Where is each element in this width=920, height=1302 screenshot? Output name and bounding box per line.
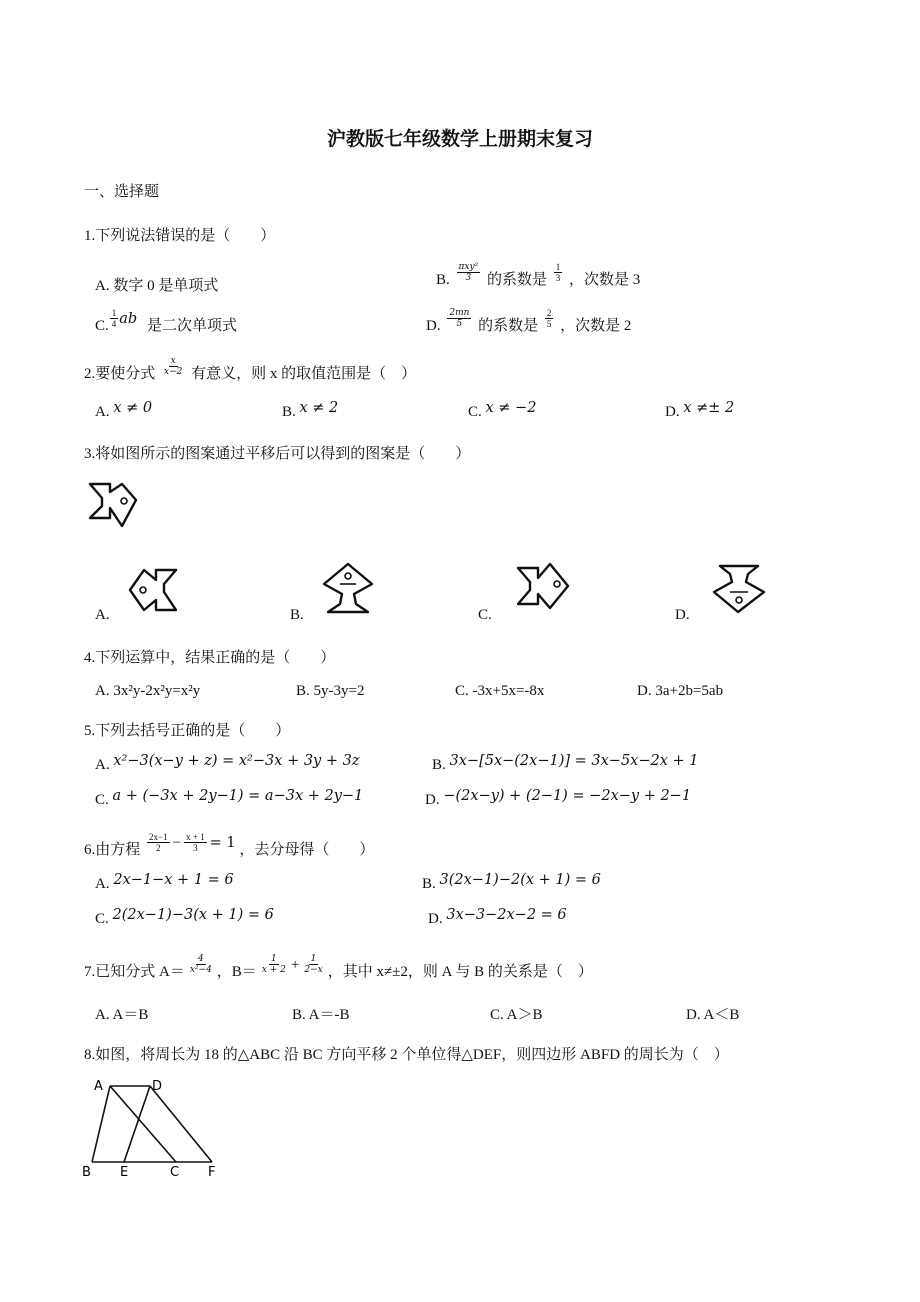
q2-stem-prefix: 2.要使分式 xyxy=(84,366,156,382)
q1-c-den: 4 xyxy=(111,319,117,330)
q6-option-a xyxy=(95,872,234,893)
q5-a-math: x²−3(x−y + z) = x²−3x + 3y + 3z xyxy=(113,753,360,769)
q6-fraction-1 xyxy=(147,832,170,854)
q8-label-a: A xyxy=(94,1079,103,1094)
q6-a-math: 2x−1−x + 1 = 6 xyxy=(113,872,234,888)
q6-d1: 2 xyxy=(156,843,161,854)
q1-b-denominator: 3 xyxy=(465,273,472,284)
q5-option-d xyxy=(425,788,692,809)
q1-d-den: 5 xyxy=(456,319,463,330)
q3-fish-option-d xyxy=(710,562,768,616)
q5-a-label: A. xyxy=(95,757,110,773)
q8-label-e: E xyxy=(120,1165,129,1180)
q1-c-num: 1 xyxy=(111,307,117,318)
q6-d-math: 3x−3−2x−2 = 6 xyxy=(446,907,567,923)
q8-label-c: C xyxy=(170,1165,180,1180)
q1-option-d xyxy=(426,307,632,337)
q8-label-f: F xyxy=(208,1165,216,1180)
q3-fish-option-c xyxy=(514,560,572,614)
q7-b1-den: x + 2 xyxy=(261,965,286,976)
q3-option-c-label: C. xyxy=(478,607,492,623)
q7-a-num: 4 xyxy=(197,953,204,964)
q5-option-c xyxy=(95,788,364,809)
q8-stem: 8.如图，将周长为 18 的△ABC 沿 BC 方向平移 2 个单位得△DEF，则四边形 ABFD 的周长为（ ） xyxy=(84,1047,729,1063)
q1-option-c xyxy=(95,307,237,337)
q6-d2: 3 xyxy=(193,843,198,854)
q3-option-b-label: B. xyxy=(290,607,304,623)
section-heading: 一、选择题 xyxy=(84,184,160,200)
q3-fish-option-a xyxy=(126,566,180,614)
q7-stem xyxy=(84,953,593,983)
q2-option-c xyxy=(468,400,537,421)
q1-d-coef xyxy=(545,308,554,330)
q3-fish-figure-original xyxy=(84,478,144,530)
q1-c-label: C. xyxy=(95,318,109,334)
q1-stem: 1.下列说法错误的是（ ） xyxy=(84,228,276,244)
q7-stem-prefix: 7.已知分式 A＝ xyxy=(84,964,185,980)
q7-option-b: B. A＝-B xyxy=(292,1007,350,1023)
q7-stem-suffix: ，其中 x≠±2，则 A 与 B 的关系是（ ） xyxy=(327,964,593,980)
q2-option-a xyxy=(95,400,153,421)
q6-stem xyxy=(84,831,375,861)
q2-b-label: B. xyxy=(282,404,296,420)
q7-plus: + xyxy=(290,957,300,973)
q1-option-b xyxy=(436,261,641,291)
q2-fraction xyxy=(162,356,184,378)
q5-c-label: C. xyxy=(95,792,109,808)
q7-a-den: x²−4 xyxy=(189,965,212,976)
q4-option-c: C. -3x+5x=-8x xyxy=(455,683,545,699)
q2-stem xyxy=(84,355,417,385)
q1-b-text: 的系数是 xyxy=(486,272,547,288)
q1-b-suffix: ，次数是 3 xyxy=(568,272,641,288)
q6-minus: − xyxy=(172,835,182,851)
q6-option-b xyxy=(422,872,601,893)
q6-b-math: 3(2x−1)−2(x + 1) = 6 xyxy=(439,872,601,888)
q5-d-label: D. xyxy=(425,792,440,808)
q1-b-numerator: πxy² xyxy=(458,261,479,272)
q1-c-suffix: 是二次单项式 xyxy=(146,318,237,334)
q6-b-label: B. xyxy=(422,876,436,892)
q2-stem-suffix: 有意义，则 x 的取值范围是（ ） xyxy=(191,366,417,382)
q7-option-d: D. A＜B xyxy=(686,1007,740,1023)
q6-equals: = 1 xyxy=(209,835,236,851)
q6-fraction-2 xyxy=(184,832,207,854)
q1-b-fraction xyxy=(457,262,481,284)
q1-d-suffix: ，次数是 2 xyxy=(560,318,632,334)
q6-stem-prefix: 6.由方程 xyxy=(84,842,141,858)
q1-b-coef-den: 3 xyxy=(555,273,561,284)
q2-c-label: C. xyxy=(468,404,482,420)
page-title: 沪教版七年级数学上册期末复习 xyxy=(326,128,593,150)
q5-option-b xyxy=(432,753,699,774)
q6-a-label: A. xyxy=(95,876,110,892)
q5-b-label: B. xyxy=(432,757,446,773)
q2-d-label: D. xyxy=(665,404,680,420)
q1-c-var: ab xyxy=(119,311,138,327)
q1-b-label: B. xyxy=(436,272,450,288)
q7-option-a: A. A＝B xyxy=(95,1007,149,1023)
q4-option-d: D. 3a+2b=5ab xyxy=(637,683,724,699)
q3-option-d-label: D. xyxy=(675,607,690,623)
q5-option-a xyxy=(95,753,360,774)
q7-fraction-a xyxy=(188,954,214,976)
q5-stem: 5.下列去括号正确的是（ ） xyxy=(84,723,291,739)
q2-b-math: x ≠ 2 xyxy=(299,400,339,416)
q6-option-c xyxy=(95,907,274,928)
q4-stem: 4.下列运算中，结果正确的是（ ） xyxy=(84,650,336,666)
q2-option-b xyxy=(282,400,339,421)
q1-b-coef xyxy=(554,262,563,284)
q1-d-fraction xyxy=(447,308,471,330)
q2-a-label: A. xyxy=(95,404,110,420)
q7-b2-den: 2−x xyxy=(304,965,323,976)
q6-c-label: C. xyxy=(95,911,109,927)
q5-d-math: −(2x−y) + (2−1) = −2x−y + 2−1 xyxy=(443,788,692,804)
q8-label-d: D xyxy=(152,1079,163,1094)
q1-d-coef-den: 5 xyxy=(546,319,552,330)
q4-option-a: A. 3x²y-2x²y=x²y xyxy=(95,683,201,699)
q5-b-math: 3x−[5x−(2x−1)] = 3x−5x−2x + 1 xyxy=(449,753,699,769)
q2-option-d xyxy=(665,400,735,421)
q1-d-num: 2mn xyxy=(449,307,470,318)
q3-option-a-label: A. xyxy=(95,607,110,623)
q7-fraction-b1 xyxy=(260,954,288,976)
q1-d-label: D. xyxy=(426,318,441,334)
q2-d-math: x ≠± 2 xyxy=(683,400,735,416)
q7-fraction-b2 xyxy=(302,954,324,976)
q4-option-b: B. 5y-3y=2 xyxy=(296,683,365,699)
q2-num: x xyxy=(170,355,176,366)
q1-d-text: 的系数是 xyxy=(478,318,539,334)
q2-a-math: x ≠ 0 xyxy=(113,400,153,416)
q1-b-coef-num: 1 xyxy=(555,261,561,272)
q8-label-b: B xyxy=(82,1165,91,1180)
q2-c-math: x ≠ −2 xyxy=(485,400,537,416)
q6-d-label: D. xyxy=(428,911,443,927)
q7-b2-num: 1 xyxy=(310,953,317,964)
q5-c-math: a + (−3x + 2y−1) = a−3x + 2y−1 xyxy=(112,788,364,804)
q1-option-a: A. 数字 0 是单项式 xyxy=(95,278,219,294)
q7-option-c: C. A＞B xyxy=(490,1007,543,1023)
q2-den: x−2 xyxy=(164,367,183,378)
q7-stem-mid: ，B＝ xyxy=(216,964,257,980)
q6-option-d xyxy=(428,907,567,928)
q6-n2: x + 1 xyxy=(186,831,205,842)
q6-c-math: 2(2x−1)−3(x + 1) = 6 xyxy=(112,907,274,923)
q1-d-coef-num: 2 xyxy=(546,307,552,318)
q7-b1-num: 1 xyxy=(270,953,277,964)
q3-stem: 3.将如图所示的图案通过平移后可以得到的图案是（ ） xyxy=(84,446,471,462)
q6-stem-suffix: ，去分母得（ ） xyxy=(239,842,375,858)
q3-fish-option-b xyxy=(320,560,376,616)
q6-n1: 2x−1 xyxy=(149,831,168,842)
q8-translation-figure xyxy=(80,1076,225,1180)
q1-c-fraction xyxy=(110,308,119,330)
